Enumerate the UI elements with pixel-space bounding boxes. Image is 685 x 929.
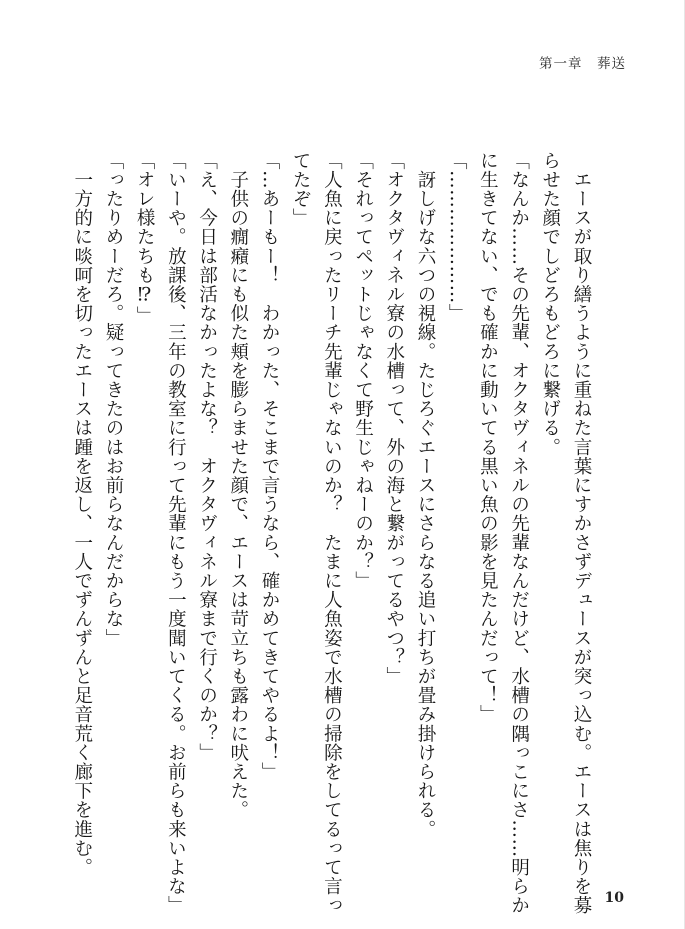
text-line: てたぞ」 [290,151,312,228]
text-line: 「…………………」 [446,151,468,323]
text-line: に生きてない、でも確かに動いてる黒い魚の影を見たんだって！」 [477,151,499,724]
text-line: 「いーや。放課後、三年の教室に行って先輩にもう一度聞いてくる。お前らも来いよな」 [165,151,187,915]
text-line: 「え、今日は部活なかったよな？ オクタヴィネル寮まで行くのか？」 [196,151,218,763]
text-line: 「ったりめーだろ。疑ってきたのはお前らなんだからな」 [102,151,124,648]
text-line: 「オレ様たちも⁉」 [134,151,156,326]
text-line: 「なんか……その先輩、オクタヴィネルの先輩なんだけど、水槽の隅っこにさ……明らか [508,151,530,915]
body-text [67,151,597,915]
page-number: 10 [604,890,624,906]
text-line: エースが取り繕うように重ねた言葉にすかさずデュースが突っ込む。エースは焦りを募 [571,151,592,915]
text-line: 子供の癇癪にも似た頬を膨らませた顔で、エースは苛立ちも露わに吠えた。 [227,151,249,820]
text-line: らせた顔でしどろもどろに繋げる。 [539,151,561,457]
text-line: 訝しげな六つの視線。たじろぐエースにさらなる追い打ちが畳み掛けられる。 [414,151,436,839]
text-line: 「それってペットじゃなくて野生じゃねーのか？」 [352,151,374,591]
text-line: 「…あーもー！ わかった、そこまで言うなら、確かめてきてやるよ！」 [258,151,280,782]
text-line: 「オクタヴィネル寮の水槽って、外の海と繋がってるやつ？」 [383,151,405,686]
text-line: 「人魚に戻ったリーチ先輩じゃないのか？ たまに人魚姿で水槽の掃除をしてるって言っ [321,151,343,915]
text-line: 一方的に啖呵を切ったエースは踵を返し、一人でずんずんと足音荒く廊下を進む。 [71,151,93,877]
running-header-chapter-title: 第一章 葬送 [539,56,626,72]
